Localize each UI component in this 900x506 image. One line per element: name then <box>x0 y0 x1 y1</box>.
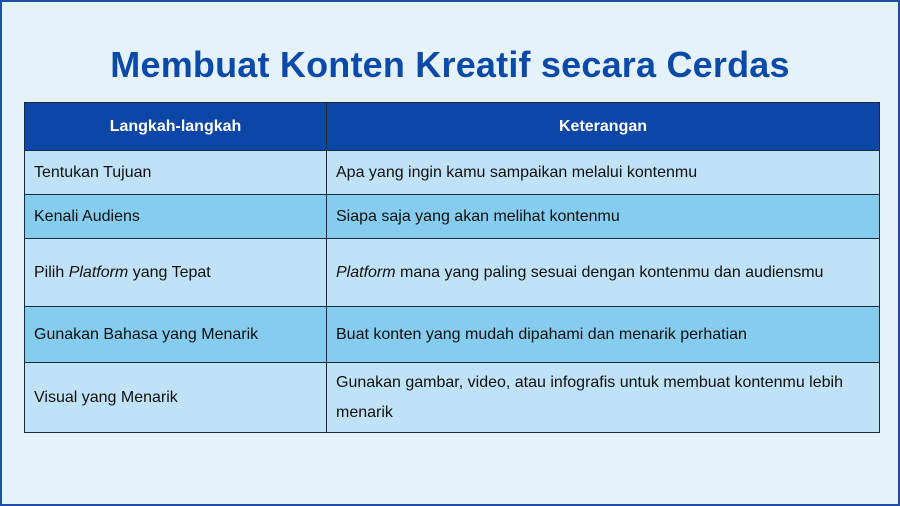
step-cell <box>25 239 327 307</box>
step-text-italic: Platform <box>68 263 129 281</box>
description-text-italic: Platform <box>336 263 396 281</box>
description-text-post: mana yang paling sesuai dengan kontenmu dan audiensmu <box>395 263 824 281</box>
slide-title: Membuat Konten Kreatif secara Cerdas <box>110 44 790 85</box>
step-text-pre: Pilih <box>34 263 69 281</box>
steps-table <box>24 102 880 433</box>
description-cell: Gunakan gambar, video, atau infografis untuk membuat kontenmu lebih menarik <box>327 363 880 433</box>
header-langkah: Langkah-langkah <box>25 103 327 151</box>
step-text-post: yang Tepat <box>128 263 211 281</box>
step-cell: Tentukan Tujuan <box>25 151 327 195</box>
table-row <box>25 151 880 195</box>
description-cell: Buat konten yang mudah dipahami dan menarik perhatian <box>327 307 880 363</box>
step-cell: Kenali Audiens <box>25 195 327 239</box>
description-cell <box>327 239 880 307</box>
table-row <box>25 307 880 363</box>
description-cell: Apa yang ingin kamu sampaikan melalui kontenmu <box>327 151 880 195</box>
table-row <box>25 363 880 433</box>
table-row <box>25 195 880 239</box>
table-row <box>25 239 880 307</box>
step-cell: Visual yang Menarik <box>25 363 327 433</box>
step-cell: Gunakan Bahasa yang Menarik <box>25 307 327 363</box>
header-keterangan: Keterangan <box>327 103 880 151</box>
description-cell: Siapa saja yang akan melihat kontenmu <box>327 195 880 239</box>
table-header-row <box>25 103 880 151</box>
